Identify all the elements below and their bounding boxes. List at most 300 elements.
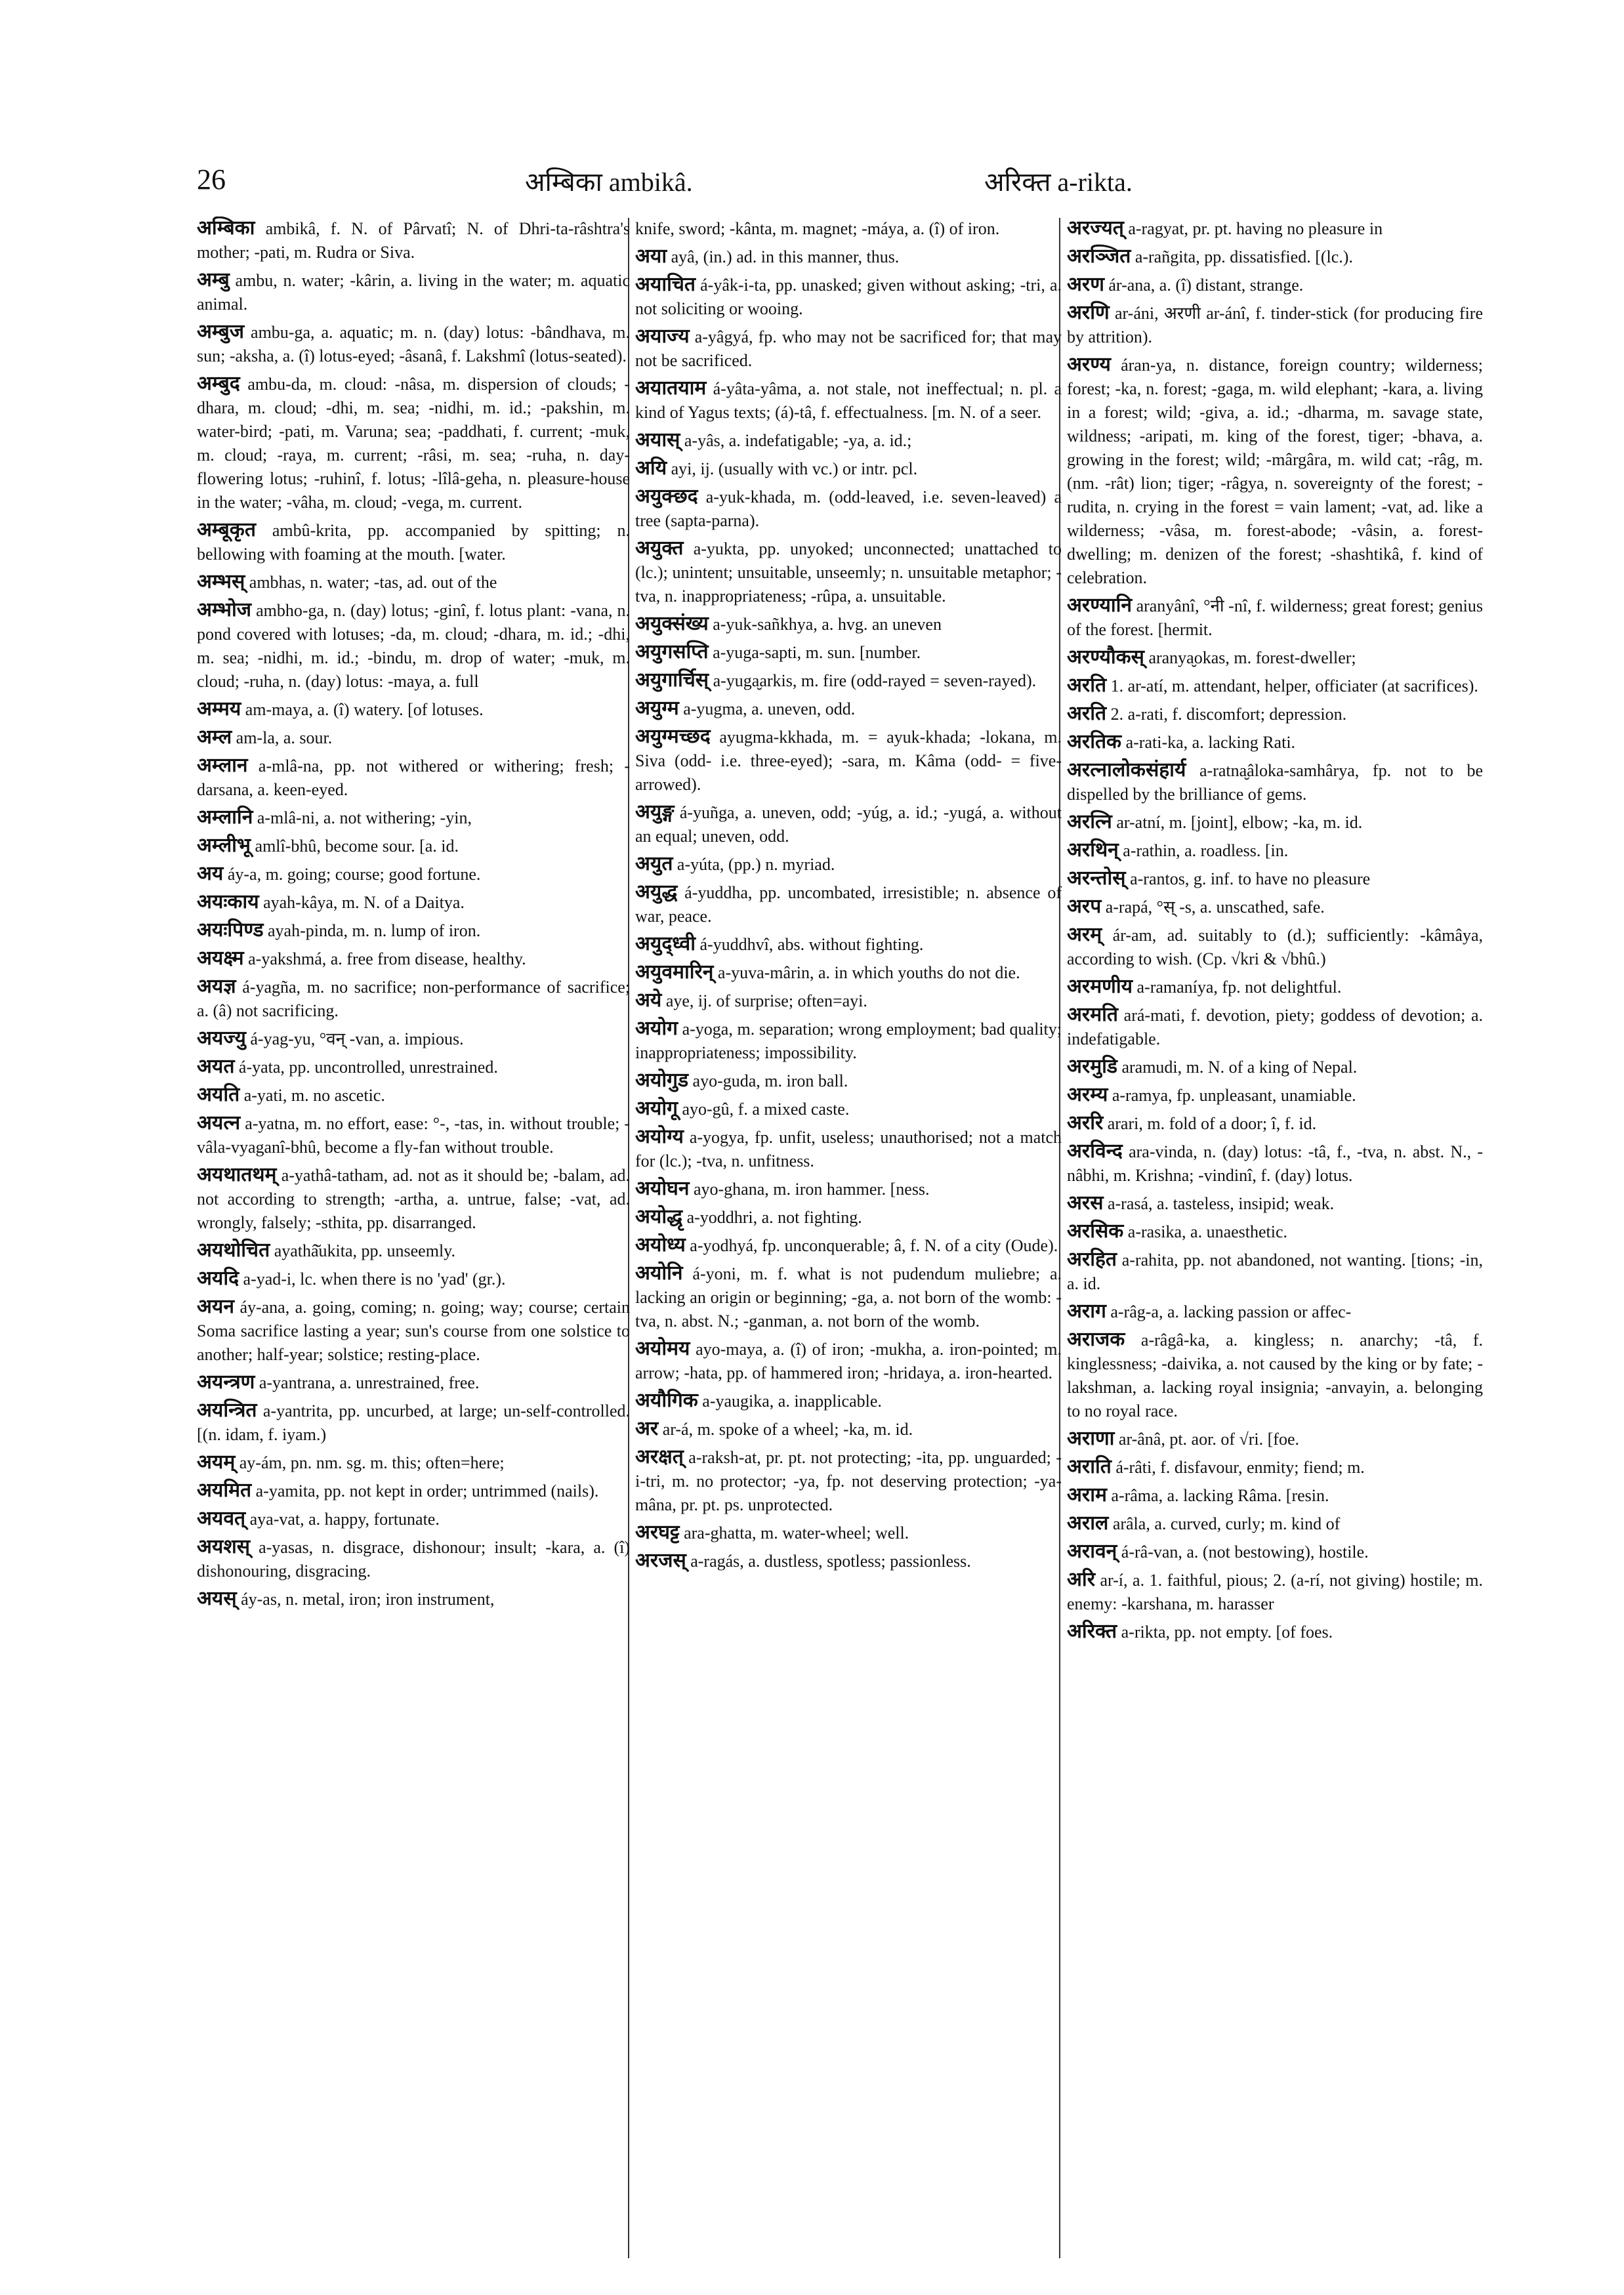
dictionary-entry bbox=[1067, 1512, 1483, 1536]
dictionary-entry bbox=[635, 1521, 1062, 1545]
entry-definition: ar-á, m. spoke of a wheel; -ka, m. id. bbox=[662, 1420, 913, 1439]
entry-headword: अरसिक bbox=[1067, 1220, 1124, 1242]
dictionary-entry bbox=[1067, 217, 1483, 241]
entry-definition: áy-as, n. metal, iron; iron instrument, bbox=[241, 1590, 495, 1609]
dictionary-entry bbox=[1067, 1083, 1483, 1107]
entry-definition: a-yamita, pp. not kept in order; untrimmed (nails). bbox=[255, 1481, 599, 1500]
dictionary-entry bbox=[635, 1262, 1062, 1333]
dictionary-entry bbox=[635, 725, 1062, 796]
entry-definition: ar-ânâ, pt. aor. of √ri. [foe. bbox=[1118, 1430, 1299, 1449]
entry-headword: अरत्नि bbox=[1067, 811, 1112, 833]
entry-definition: am-la, a. sour. bbox=[236, 728, 333, 747]
dictionary-entry bbox=[635, 961, 1062, 985]
entry-headword: अयत bbox=[197, 1056, 235, 1077]
entry-headword: अरहित bbox=[1067, 1249, 1117, 1270]
dictionary-entry bbox=[1067, 895, 1483, 919]
entry-definition: ayah-pinda, m. n. lump of iron. bbox=[268, 921, 481, 940]
entry-definition: á-yagña, m. no sacrifice; non-performance of sacrifice; a. (â) not sacrificing. bbox=[197, 978, 630, 1020]
dictionary-entry bbox=[197, 975, 630, 1023]
entry-definition: a-yantrita, pp. uncurbed, at large; un-self-controlled. [(n. idam, f. iyam.) bbox=[197, 1401, 630, 1444]
dictionary-entry bbox=[1067, 1483, 1483, 1508]
dictionary-entry bbox=[635, 485, 1062, 533]
entry-headword: अयस् bbox=[197, 1588, 237, 1609]
entry-definition: ambu-da, m. cloud: -nâsa, m. dispersion of clouds; -dhara, m. cloud; -dhi, m. sea; -nidhi, m. id.; -pakshin, m. water-bird; -pati, m. Varuna; sea; -paddhati, f. current; -muk, m. cloud; -raya, m. current; -râsi, m. sea; -ruha, n. day-flowering lotus; -ruhinî, f. lotus; -lîlâ-geha, n. pleasure-house in the water; -vâha, m. cloud; -vega, m. current. bbox=[197, 375, 630, 512]
entry-headword: अयदि bbox=[197, 1268, 239, 1289]
dictionary-entry bbox=[635, 852, 1062, 877]
dictionary-entry bbox=[1067, 1540, 1483, 1564]
dictionary-entry bbox=[635, 669, 1062, 693]
entry-definition: ara-vinda, n. (day) lotus: -tâ, f., -tva, n. abst. N., -nâbhi, m. Krishna; -vindinî, f. (day) lotus. bbox=[1067, 1142, 1483, 1185]
entry-definition: aranyânî, °नी -nî, f. wilderness; great forest; genius of the forest. [hermit. bbox=[1067, 596, 1483, 639]
dictionary-entry bbox=[635, 800, 1062, 848]
entry-definition: á-râti, f. disfavour, enmity; fiend; m. bbox=[1115, 1458, 1365, 1477]
entry-headword: अरञ्जित bbox=[1067, 245, 1131, 267]
dictionary-entry bbox=[635, 1233, 1062, 1258]
dictionary-entry bbox=[197, 598, 630, 693]
entry-headword: अराति bbox=[1067, 1456, 1112, 1478]
entry-definition: a-rantos, g. inf. to have no pleasure bbox=[1130, 869, 1371, 888]
dictionary-entry bbox=[1067, 1220, 1483, 1244]
dictionary-entry bbox=[1067, 758, 1483, 806]
dictionary-entry bbox=[197, 1451, 630, 1475]
entry-headword: अयथातथम् bbox=[197, 1164, 277, 1186]
entry-definition: a-yâs, a. indefatigable; -ya, a. id.; bbox=[684, 431, 912, 450]
entry-definition: á-yuddha, pp. uncombated, irresistible; n. absence of war, peace. bbox=[635, 883, 1062, 926]
dictionary-entry bbox=[635, 1337, 1062, 1385]
entry-definition: ará-mati, f. devotion, piety; goddess of devotion; a. indefatigable. bbox=[1067, 1006, 1483, 1048]
entry-headword: अरिक्त bbox=[1067, 1621, 1117, 1642]
entry-headword: अयुक्त bbox=[635, 537, 684, 559]
entry-definition: ayo-gû, f. a mixed caste. bbox=[682, 1100, 850, 1119]
entry-headword: अम्बुद bbox=[197, 373, 240, 394]
entry-definition: ar-atní, m. [joint], elbow; -ka, m. id. bbox=[1116, 813, 1363, 832]
entry-headword: अयःकाय bbox=[197, 891, 259, 913]
entry-headword: अम्भोज bbox=[197, 599, 252, 621]
entry-headword: अयन bbox=[197, 1296, 234, 1317]
entry-definition: a-yuk-sañkhya, a. hvg. an uneven bbox=[713, 615, 942, 634]
entry-definition: aranya̮okas, m. forest-dweller; bbox=[1148, 648, 1356, 667]
entry-headword: अयन्त्रण bbox=[197, 1371, 255, 1393]
entry-headword: अरति bbox=[1067, 703, 1107, 724]
entry-definition: a-yaugika, a. inapplicable. bbox=[702, 1392, 882, 1411]
dictionary-entry bbox=[1067, 674, 1483, 698]
entry-definition: arâla, a. curved, curly; m. kind of bbox=[1112, 1514, 1341, 1533]
entry-definition: aramudi, m. N. of a king of Nepal. bbox=[1121, 1058, 1358, 1077]
column-3 bbox=[1067, 217, 1483, 2277]
dictionary-entry bbox=[1067, 646, 1483, 670]
entry-headword: अम्लीभू bbox=[197, 835, 251, 856]
entry-definition: a-rahita, pp. not abandoned, not wanting. [tions; -in, a. id. bbox=[1067, 1251, 1483, 1293]
dictionary-entry bbox=[197, 1507, 630, 1531]
entry-definition: ár-am, ad. suitably to (d.); sufficiently: -kâmâya, according to wish. (Cp. √kri & √bhû.) bbox=[1067, 926, 1483, 968]
dictionary-entry bbox=[1067, 273, 1483, 297]
entry-definition: a-yuva-mârin, a. in which youths do not die. bbox=[717, 963, 1020, 982]
entry-headword: अराल bbox=[1067, 1512, 1109, 1534]
dictionary-entry bbox=[1067, 1455, 1483, 1479]
entry-headword: अया bbox=[635, 245, 667, 267]
entry-definition: a-râg-a, a. lacking passion or affec- bbox=[1110, 1302, 1352, 1321]
dictionary-entry bbox=[197, 1163, 630, 1235]
entry-definition: a-yuga-sapti, m. sun. [number. bbox=[713, 643, 921, 662]
entry-definition: 2. a-rati, f. discomfort; depression. bbox=[1110, 705, 1347, 724]
entry-headword: अयुगसप्ति bbox=[635, 641, 709, 663]
entry-definition: a-yati, m. no ascetic. bbox=[243, 1086, 385, 1105]
dictionary-entry bbox=[635, 1125, 1062, 1173]
entry-definition: a-râma, a. lacking Râma. [resin. bbox=[1111, 1486, 1329, 1505]
dictionary-entry bbox=[197, 1295, 630, 1367]
dictionary-entry bbox=[197, 1111, 630, 1159]
entry-definition: a-raksh-at, pr. pt. not protecting; -ita, pp. unguarded; -i-tri, m. no protector; -ya, fp. not deserving protection; -ya-mâna, pr. pt. ps. unprotected. bbox=[635, 1448, 1062, 1514]
left-running-head: अम्बिका ambikâ. bbox=[525, 167, 693, 197]
entry-definition: ár-ana, a. (î) distant, strange. bbox=[1108, 276, 1304, 295]
entry-definition: a-rasá, a. tasteless, insipid; weak. bbox=[1107, 1194, 1335, 1213]
dictionary-entry bbox=[635, 1177, 1062, 1201]
entry-definition: 1. ar-atí, m. attendant, helper, officiater (at sacrifices). bbox=[1110, 676, 1478, 695]
entry-headword: अरम्य bbox=[1067, 1084, 1108, 1106]
entry-headword: अरावन् bbox=[1067, 1540, 1117, 1562]
entry-headword: अयम् bbox=[197, 1451, 236, 1473]
dictionary-entry bbox=[1067, 975, 1483, 999]
dictionary-entry bbox=[1067, 1328, 1483, 1423]
dictionary-entry bbox=[197, 1587, 630, 1611]
entry-definition: ayo-maya, a. (î) of iron; -mukha, a. iron-pointed; m. arrow; -hata, pp. of hammered iron; -hridaya, a. iron-hearted. bbox=[635, 1340, 1062, 1382]
entry-headword: अयातयाम bbox=[635, 377, 707, 399]
entry-headword: अयमित bbox=[197, 1479, 252, 1501]
entry-headword: अयाज्य bbox=[635, 325, 690, 347]
entry-headword: अरथिन् bbox=[1067, 839, 1119, 861]
entry-headword: अरस bbox=[1067, 1192, 1104, 1214]
dictionary-entry bbox=[1067, 353, 1483, 590]
dictionary-entry bbox=[1067, 1568, 1483, 1616]
dictionary-entry bbox=[635, 245, 1062, 269]
entry-headword: अरमति bbox=[1067, 1004, 1118, 1025]
entry-definition: ar-áni, अरणी ar-ánî, f. tinder-stick (for producing fire by attrition). bbox=[1067, 304, 1483, 346]
entry-definition: á-yâta-yâma, a. not stale, not ineffectual; n. pl. a kind of Yagus texts; (á)-tâ, f. effectualness. [m. N. of a seer. bbox=[635, 379, 1062, 422]
dictionary-entry bbox=[197, 806, 630, 830]
dictionary-entry bbox=[635, 325, 1062, 373]
entry-definition: ambhas, n. water; -tas, ad. out of the bbox=[249, 573, 497, 592]
dictionary-entry bbox=[635, 880, 1062, 928]
dictionary-entry bbox=[1067, 594, 1483, 642]
entry-headword: अयास् bbox=[635, 429, 680, 451]
entry-headword: अरण्य bbox=[1067, 354, 1111, 375]
entry-definition: ambu-ga, a. aquatic; m. n. (day) lotus: -bândhava, m. sun; -aksha, a. (î) lotus-eyed; -âsanâ, f. Lakshmî (lotus-seated). bbox=[197, 323, 630, 365]
dictionary-entry bbox=[635, 273, 1062, 321]
entry-headword: अयक्ष्म bbox=[197, 947, 244, 969]
entry-headword: अयत्न bbox=[197, 1112, 241, 1134]
entry-definition: ara-ghatta, m. water-wheel; well. bbox=[684, 1523, 909, 1542]
entry-headword: अम्लानि bbox=[197, 806, 253, 828]
entry-definition: a-rapá, °स् -s, a. unscathed, safe. bbox=[1105, 898, 1325, 917]
entry-headword: अयोघन bbox=[635, 1178, 690, 1199]
entry-definition: a-rathin, a. roadless. [in. bbox=[1123, 841, 1289, 860]
dictionary-entry bbox=[635, 1069, 1062, 1093]
entry-definition: ayathâ̆ukita, pp. unseemly. bbox=[274, 1241, 455, 1260]
dictionary-entry bbox=[1067, 730, 1483, 755]
entry-definition: a-yad-i, lc. when there is no 'yad' (gr.). bbox=[243, 1270, 506, 1289]
dictionary-entry bbox=[197, 754, 630, 802]
dictionary-entry bbox=[1067, 1427, 1483, 1451]
dictionary-entry bbox=[635, 1549, 1062, 1573]
dictionary-entry bbox=[635, 697, 1062, 721]
entry-headword: अरप bbox=[1067, 896, 1102, 917]
entry-definition: a-yathâ-tatham, ad. not as it should be; -balam, ad. not according to strength; -artha, a. untrue, false; -vat, ad. wrongly, falsely; -sthita, pp. disarranged. bbox=[197, 1166, 630, 1232]
dictionary-entry bbox=[1067, 1300, 1483, 1324]
dictionary-entry bbox=[1067, 1191, 1483, 1216]
entry-definition: ayugma-kkhada, m. = ayuk-khada; -lokana, m. Siva (odd- i.e. three-eyed); -sara, m. Kâma (odd- = five-arrowed). bbox=[635, 728, 1062, 794]
dictionary-entry bbox=[1067, 1140, 1483, 1188]
entry-definition: a-yodhyá, fp. unconquerable; â, f. N. of a city (Oude). bbox=[690, 1236, 1058, 1255]
dictionary-entry bbox=[635, 217, 1062, 241]
entry-definition: a-yúta, (pp.) n. myriad. bbox=[677, 855, 835, 874]
entry-definition: a-ragás, a. dustless, spotless; passionless. bbox=[690, 1552, 971, 1571]
dictionary-entry bbox=[197, 518, 630, 566]
entry-definition: áran-ya, n. distance, foreign country; wilderness; forest; -ka, n. forest; -gaga, m. wild elephant; -kara, a. living in a forest; wild; -giva, a. id.; -dharma, m. savage state, wildness; -aripati, m. king of the forest, tiger; -bhava, a. growing in the forest; wild; -mârgâra, m. wild cat; -râg, m. (nm. -rât) lion; tiger; -râgya, n. sovereignty of the forest; -rudita, n. crying in the forest = vain lament; -vat, ad. like a wilderness; -vâsa, m. forest-abode; -vâsin, a. forest-dwelling; m. denizen of the forest; -shashtikâ, f. kind of celebration. bbox=[1067, 356, 1483, 587]
entry-headword: अम्बिका bbox=[197, 217, 255, 239]
entry-headword: अरज्यत् bbox=[1067, 217, 1124, 239]
entry-definition: á-yoni, m. f. what is not pudendum muliebre; a. lacking an origin or beginning; -ga, a. not born of the womb: -tva, n. abst. N.; -ganman, a. not born of the womb. bbox=[635, 1264, 1062, 1331]
dictionary-entry bbox=[635, 457, 1062, 481]
dictionary-entry bbox=[197, 268, 630, 316]
dictionary-entry bbox=[1067, 838, 1483, 863]
entry-headword: अयुङ्ग bbox=[635, 801, 675, 823]
entry-definition: áy-ana, a. going, coming; n. going; way; course; certain Soma sacrifice lasting a year; sun's course from one solstice to another; half-year; solstice; resting-place. bbox=[197, 1298, 630, 1364]
dictionary-entry bbox=[635, 377, 1062, 424]
dictionary-entry bbox=[197, 697, 630, 722]
dictionary-entry bbox=[635, 537, 1062, 608]
entry-headword: अराग bbox=[1067, 1300, 1106, 1322]
entry-headword: अयुद्ध bbox=[635, 881, 678, 903]
entry-headword: अरक्षत् bbox=[635, 1446, 684, 1468]
entry-headword: अयुवमारिन् bbox=[635, 961, 714, 983]
entry-definition: a-yatna, m. no effort, ease: °-, -tas, in. without trouble; -vâla-vyaganî-bhû, become a fly-fan without trouble. bbox=[197, 1114, 630, 1157]
entry-headword: अयन्त्रित bbox=[197, 1399, 257, 1421]
entry-headword: अम्भस् bbox=[197, 571, 245, 592]
entry-headword: अम्बुज bbox=[197, 321, 245, 342]
entry-headword: अरण्यानि bbox=[1067, 594, 1133, 616]
entry-definition: am-maya, a. (î) watery. [of lotuses. bbox=[245, 700, 484, 719]
entry-headword: अयोग्य bbox=[635, 1126, 684, 1148]
dictionary-entry bbox=[197, 834, 630, 858]
entry-headword: अयोगुड bbox=[635, 1069, 689, 1091]
entry-definition: a-râgâ-ka, a. kingless; n. anarchy; -tâ, f. kinglessness; -daivika, a. not caused by the king or by fate; -lakshman, a. lacking royal insignia; -anvayin, a. belonging to no royal race. bbox=[1067, 1331, 1483, 1420]
entry-definition: ar-í, a. 1. faithful, pious; 2. (a-rí, not giving) hostile; m. enemy: -karshana, m. harasser bbox=[1067, 1571, 1483, 1613]
entry-headword: अयज्ञ bbox=[197, 976, 236, 997]
entry-definition: á-yuñga, a. uneven, odd; -yúg, a. id.; -yugá, a. without an equal; uneven, odd. bbox=[635, 803, 1062, 846]
entry-headword: अयोद्धृ bbox=[635, 1206, 683, 1228]
dictionary-entry bbox=[197, 1267, 630, 1291]
entry-headword: अयुगार्चिस् bbox=[635, 669, 709, 691]
entry-headword: अयःपिण्ड bbox=[197, 919, 264, 941]
entry-definition: a-yukta, pp. unyoked; unconnected; unattached to (lc.); unintent; unsuitable, unseemly; n. unsuitable metaphor; -tva, n. inappropriateness; -rûpa, a. unsuitable. bbox=[635, 539, 1062, 606]
dictionary-entry bbox=[197, 1479, 630, 1503]
entry-headword: अयोग bbox=[635, 1018, 678, 1039]
entry-headword: अयथोचित bbox=[197, 1239, 270, 1261]
dictionary-entry bbox=[635, 1205, 1062, 1230]
dictionary-entry bbox=[197, 726, 630, 750]
entry-headword: अयौगिक bbox=[635, 1390, 698, 1411]
entry-definition: knife, sword; -kânta, m. magnet; -máya, a. (î) of iron. bbox=[635, 219, 1000, 238]
entry-headword: अरणि bbox=[1067, 302, 1110, 323]
dictionary-entry bbox=[1067, 1055, 1483, 1079]
entry-headword: अयति bbox=[197, 1084, 240, 1106]
entry-definition: ayah-kâya, m. N. of a Daitya. bbox=[263, 893, 465, 912]
entry-headword: अम्बूकृत bbox=[197, 519, 256, 541]
entry-definition: ambû-krita, pp. accompanied by spitting; n. bellowing with foaming at the mouth. [water. bbox=[197, 521, 630, 564]
entry-headword: अरमुडि bbox=[1067, 1056, 1117, 1077]
entry-definition: a-yugma, a. uneven, odd. bbox=[683, 699, 856, 718]
entry-headword: अयोमय bbox=[635, 1338, 690, 1359]
entry-headword: अरतिक bbox=[1067, 731, 1122, 753]
entry-definition: a-yâgyá, fp. who may not be sacrificed for; that may not be sacrificed. bbox=[635, 327, 1062, 370]
entry-headword: अय bbox=[197, 863, 224, 884]
entry-definition: a-rikta, pp. not empty. [of foes. bbox=[1121, 1623, 1333, 1642]
dictionary-entry bbox=[635, 428, 1062, 453]
entry-headword: अम्ल bbox=[197, 726, 232, 748]
entry-definition: amlî-bhû, become sour. [a. id. bbox=[255, 837, 459, 856]
dictionary-entry bbox=[197, 947, 630, 971]
entry-headword: अराजक bbox=[1067, 1329, 1125, 1350]
entry-headword: अयोध्य bbox=[635, 1234, 686, 1256]
dictionary-entry bbox=[197, 372, 630, 514]
dictionary-entry bbox=[197, 217, 630, 264]
entry-definition: a-ratna̮âloka-samhârya, fp. not to be dispelled by the brilliance of gems. bbox=[1067, 761, 1483, 804]
entry-definition: a-ramya, fp. unpleasant, unamiable. bbox=[1112, 1086, 1356, 1105]
page-number: 26 bbox=[197, 163, 226, 196]
entry-definition: a-yoddhri, a. not fighting. bbox=[686, 1208, 862, 1227]
entry-definition: ambikâ, f. N. of Pârvatî; N. of Dhri-ta-râshtra's mother; -pati, m. Rudra or Siva. bbox=[197, 219, 630, 262]
entry-definition: ayi, ij. (usually with vc.) or intr. pcl. bbox=[671, 459, 918, 478]
entry-definition: ambho-ga, n. (day) lotus; -ginî, f. lotus plant: -vana, n. pond covered with lotuses; -da, m. cloud; -dhara, m. id.; -dhi, m. sea; -nidhi, m. id.; -bindu, m. drop of water; -muk, m. cloud; -ruha, n. (day) lotus: -maya, a. full bbox=[197, 601, 630, 691]
entry-headword: अम्मय bbox=[197, 698, 241, 720]
entry-definition: a-yogya, fp. unfit, useless; unauthorised; not a match for (lc.); -tva, n. unfitness. bbox=[635, 1128, 1062, 1170]
entry-headword: अरण्यौकस् bbox=[1067, 646, 1144, 668]
dictionary-entry bbox=[635, 640, 1062, 665]
entry-headword: अररि bbox=[1067, 1112, 1104, 1134]
entry-headword: अरविन्द bbox=[1067, 1140, 1123, 1162]
dictionary-entry bbox=[1067, 1248, 1483, 1296]
dictionary-entry bbox=[1067, 1003, 1483, 1051]
dictionary-entry bbox=[197, 320, 630, 368]
entry-definition: ayo-guda, m. iron ball. bbox=[692, 1071, 848, 1090]
entry-definition: áy-a, m. going; course; good fortune. bbox=[227, 865, 481, 884]
dictionary-entry bbox=[197, 1055, 630, 1079]
dictionary-entry bbox=[1067, 245, 1483, 269]
entry-headword: अयुग्मच्छद bbox=[635, 726, 711, 747]
entry-definition: arari, m. fold of a door; î, f. id. bbox=[1107, 1114, 1317, 1133]
entry-headword: अयाचित bbox=[635, 274, 696, 295]
dictionary-entry bbox=[197, 862, 630, 886]
entry-headword: अयि bbox=[635, 457, 667, 479]
entry-headword: अयोगू bbox=[635, 1098, 678, 1119]
dictionary-entry bbox=[1067, 1111, 1483, 1136]
dictionary-entry bbox=[1067, 1620, 1483, 1644]
entry-headword: अयुक्संख्य bbox=[635, 613, 709, 634]
entry-definition: á-yâk-i-ta, pp. unasked; given without asking; -tri, a. not soliciting or wooing. bbox=[635, 276, 1062, 318]
entry-definition: a-mlâ-ni, a. not withering; -yin, bbox=[257, 808, 472, 827]
column-2 bbox=[635, 217, 1062, 2277]
entry-headword: अराणा bbox=[1067, 1428, 1115, 1449]
dictionary-entry bbox=[1067, 301, 1483, 349]
dictionary-entry bbox=[197, 1371, 630, 1395]
dictionary-entry bbox=[635, 612, 1062, 636]
dictionary-entry bbox=[197, 570, 630, 594]
entry-headword: अये bbox=[635, 989, 662, 1011]
entry-definition: a-yoga, m. separation; wrong employment; bad quality; inappropriateness; impossibility. bbox=[635, 1020, 1062, 1062]
entry-headword: अरजस् bbox=[635, 1550, 686, 1571]
entry-definition: a-yasas, n. disgrace, dishonour; insult; -kara, a. (î) dishonouring, disgracing. bbox=[197, 1538, 630, 1581]
entry-headword: अयवत् bbox=[197, 1508, 246, 1529]
dictionary-entry bbox=[1067, 702, 1483, 726]
dictionary-entry bbox=[197, 1399, 630, 1447]
entry-definition: a-mlâ-na, pp. not withered or withering; fresh; -darsana, a. keen-eyed. bbox=[197, 756, 630, 799]
entry-definition: ayo-ghana, m. iron hammer. [ness. bbox=[693, 1180, 930, 1199]
dictionary-entry bbox=[635, 932, 1062, 957]
column-1 bbox=[197, 217, 630, 2277]
entry-definition: a-yakshmá, a. free from disease, healthy. bbox=[248, 949, 526, 968]
entry-definition: ay-ám, pn. nm. sg. m. this; often=here; bbox=[239, 1453, 505, 1472]
entry-headword: अरमणीय bbox=[1067, 976, 1133, 997]
dictionary-entry bbox=[197, 890, 630, 915]
entry-headword: अयशस् bbox=[197, 1536, 250, 1558]
page-header bbox=[197, 163, 1483, 209]
entry-headword: अयोनि bbox=[635, 1262, 683, 1284]
entry-headword: अम्लान bbox=[197, 755, 248, 776]
entry-definition: ayâ, (in.) ad. in this manner, thus. bbox=[671, 247, 900, 266]
dictionary-entry bbox=[197, 1027, 630, 1051]
entry-headword: अरत्नालोकसंहार्य bbox=[1067, 759, 1186, 781]
entry-headword: अम्बु bbox=[197, 269, 230, 291]
dictionary-entry bbox=[197, 1239, 630, 1263]
entry-definition: a-ragyat, pr. pt. having no pleasure in bbox=[1128, 219, 1383, 238]
entry-headword: अयुक्छद bbox=[635, 486, 698, 507]
entry-headword: अरन्तोस् bbox=[1067, 867, 1126, 889]
entry-definition: aya-vat, a. happy, fortunate. bbox=[249, 1510, 440, 1529]
entry-headword: अर bbox=[635, 1418, 659, 1439]
entry-definition: a-rati-ka, a. lacking Rati. bbox=[1125, 733, 1296, 752]
entry-headword: अरि bbox=[1067, 1569, 1095, 1590]
entry-definition: a-yuk-khada, m. (odd-leaved, i.e. seven-leaved) a tree (sapta-parna). bbox=[635, 487, 1062, 530]
entry-definition: á-yata, pp. uncontrolled, unrestrained. bbox=[238, 1058, 498, 1077]
entry-headword: अयुत bbox=[635, 853, 673, 875]
dictionary-entry bbox=[635, 989, 1062, 1013]
entry-headword: अयज्यु bbox=[197, 1027, 246, 1049]
entry-headword: अरघट्ट bbox=[635, 1521, 680, 1543]
entry-headword: अयुद्ध्वी bbox=[635, 933, 696, 955]
dictionary-entry bbox=[197, 1535, 630, 1583]
entry-definition: a-yantrana, a. unrestrained, free. bbox=[259, 1373, 480, 1392]
entry-definition: a-yuga̮arkis, m. fire (odd-rayed = seven-rayed). bbox=[713, 671, 1037, 690]
dictionary-entry bbox=[1067, 867, 1483, 891]
dictionary-entry bbox=[635, 1389, 1062, 1413]
dictionary-entry bbox=[197, 919, 630, 943]
entry-headword: अरति bbox=[1067, 674, 1107, 696]
entry-definition: a-ramaníya, fp. not delightful. bbox=[1136, 978, 1342, 997]
entry-headword: अरण bbox=[1067, 274, 1104, 295]
dictionary-entry bbox=[1067, 810, 1483, 835]
dictionary-entry bbox=[1067, 923, 1483, 971]
dictionary-entry bbox=[635, 1017, 1062, 1065]
dictionary-entry bbox=[635, 1417, 1062, 1441]
entry-headword: अराम bbox=[1067, 1484, 1107, 1506]
dictionary-entry bbox=[197, 1083, 630, 1107]
dictionary-entry bbox=[635, 1097, 1062, 1121]
entry-definition: a-rañgita, pp. dissatisfied. [(lc.). bbox=[1135, 247, 1353, 266]
entry-headword: अरम् bbox=[1067, 924, 1102, 945]
entry-definition: a-rasika, a. unaesthetic. bbox=[1127, 1222, 1288, 1241]
entry-definition: aye, ij. of surprise; often=ayi. bbox=[665, 991, 867, 1010]
entry-definition: á-yuddhvî, abs. without fighting. bbox=[699, 935, 924, 954]
